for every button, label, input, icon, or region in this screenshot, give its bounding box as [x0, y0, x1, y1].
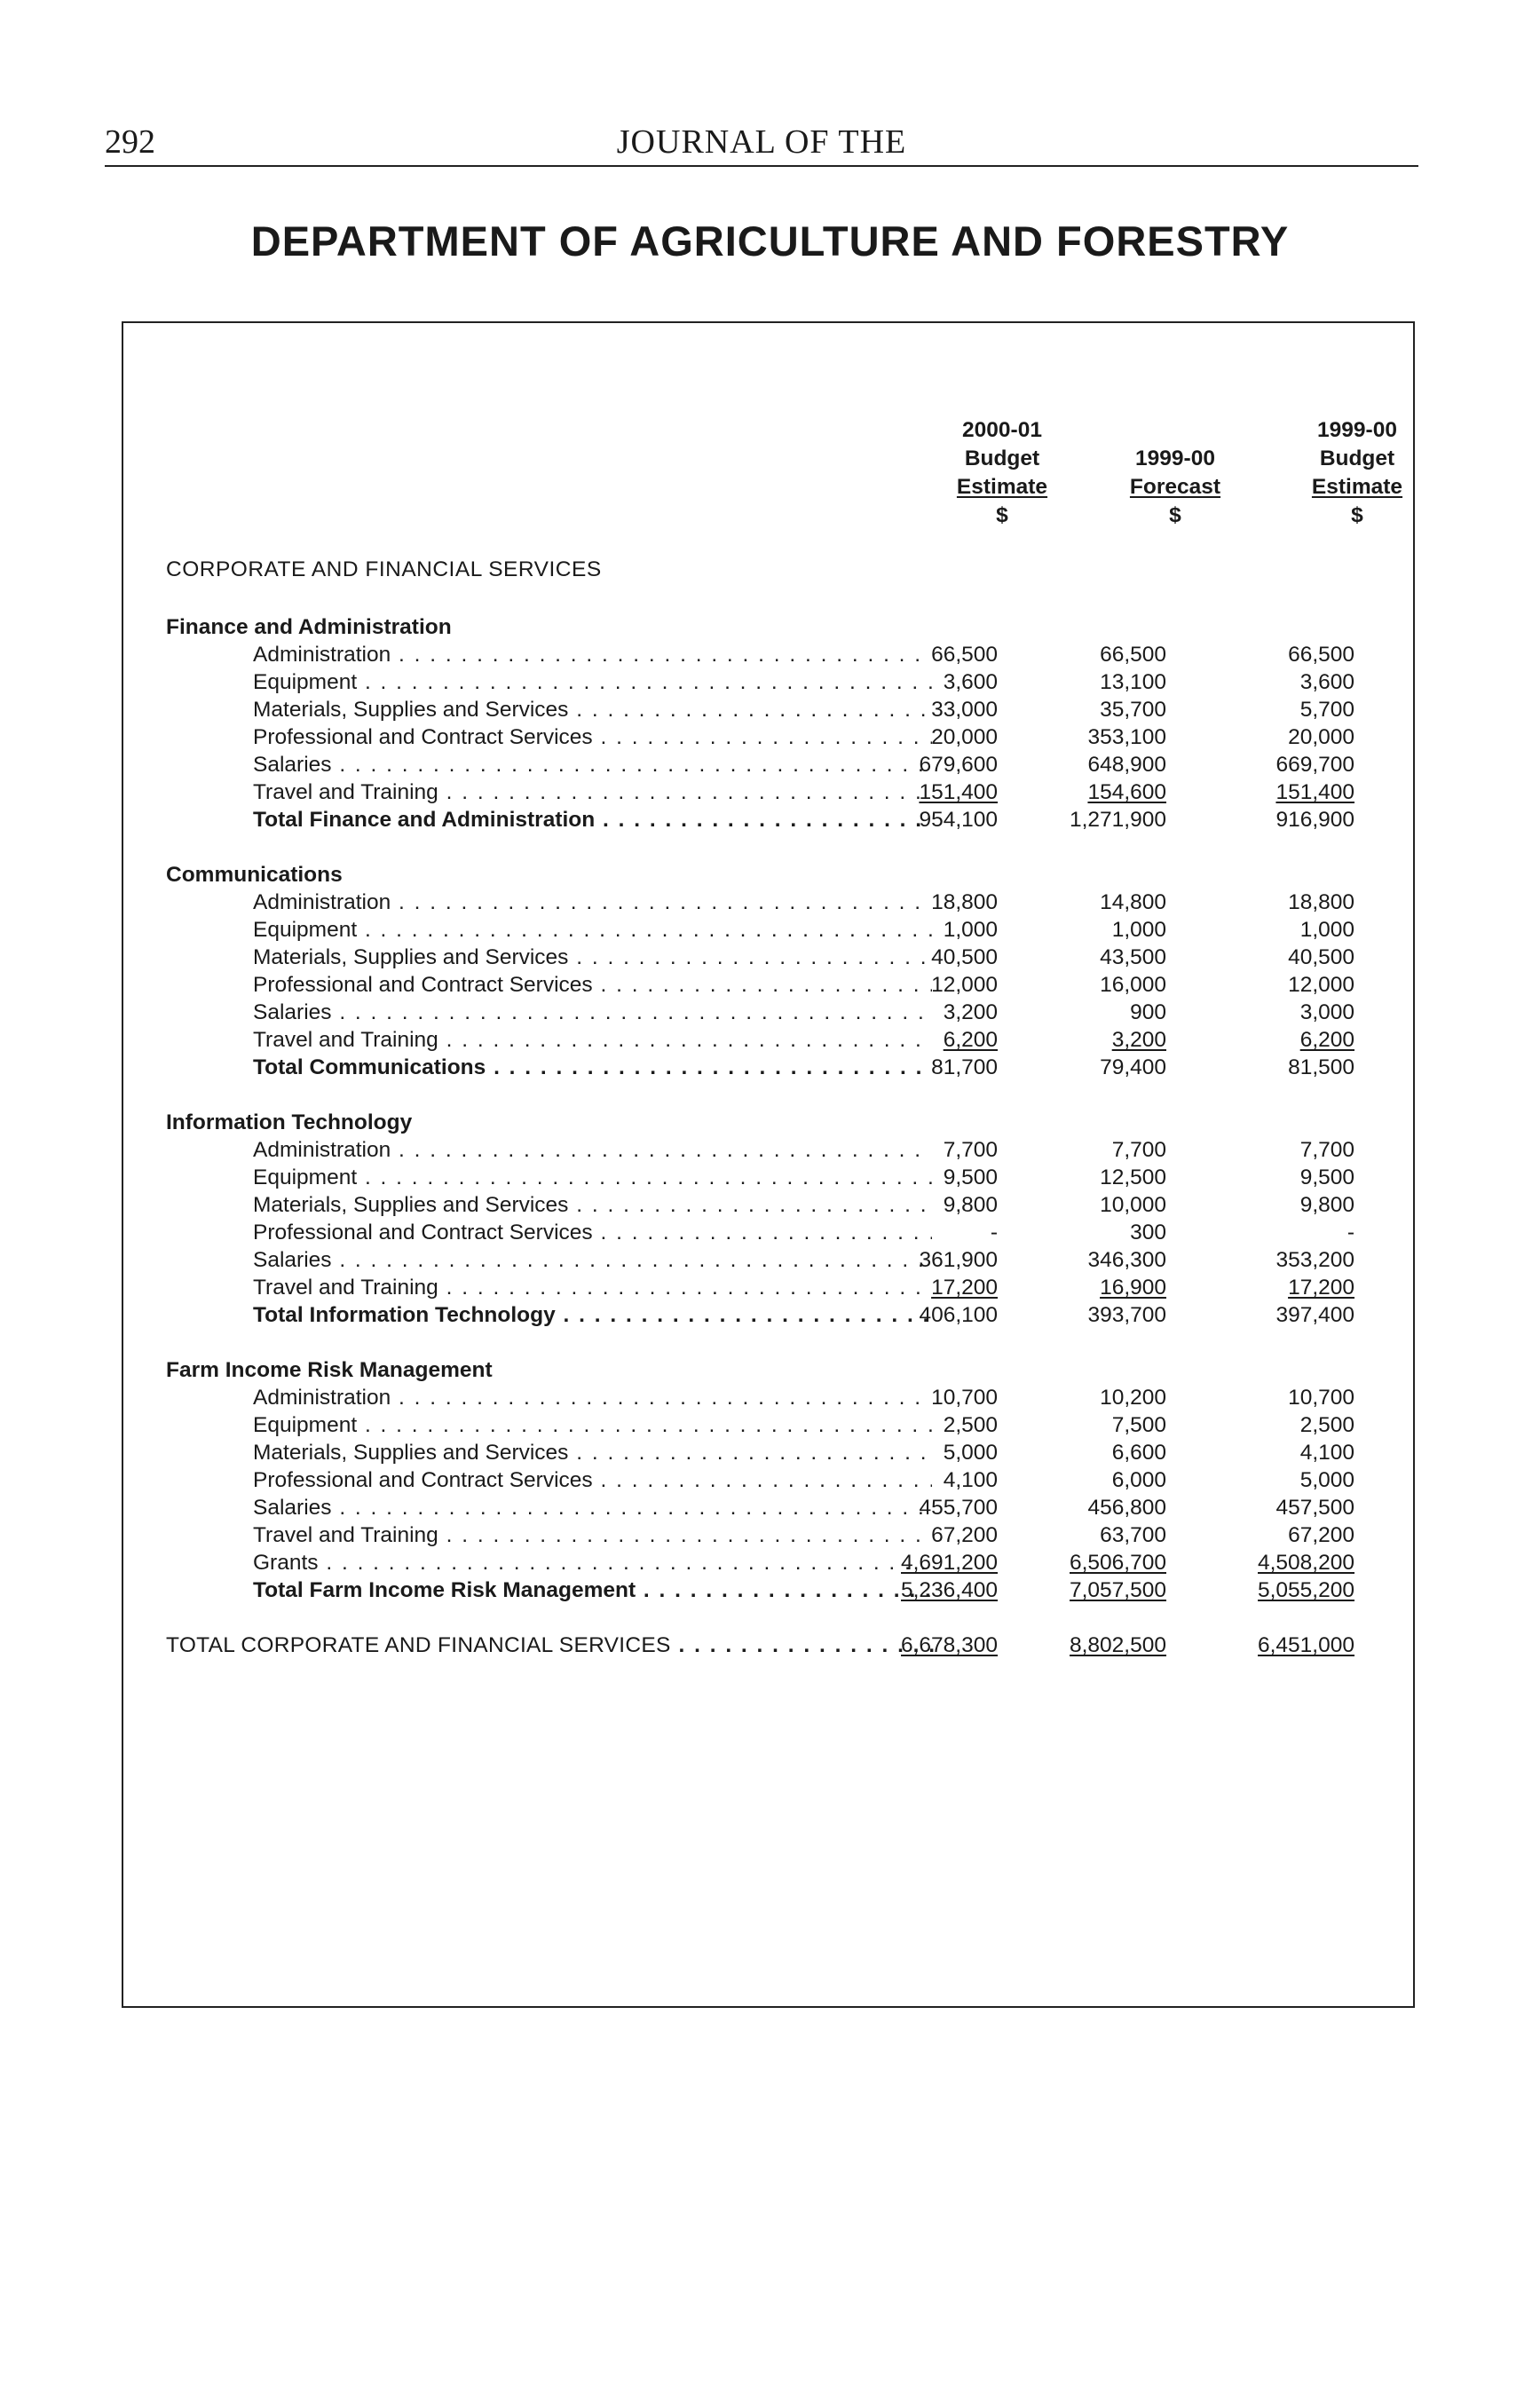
table-row [123, 723, 1413, 751]
table-row [123, 944, 1413, 971]
cell-2000-01-estimate: 40,500 [931, 945, 998, 969]
column-header-line1: 1999-00 [1317, 418, 1397, 442]
cell-1999-00-forecast: 154,600 [1087, 780, 1166, 804]
row-label: Total Communications . . . [253, 1054, 932, 1081]
table-row [123, 1274, 1413, 1301]
cell-1999-00-estimate: 6,200 [1299, 1028, 1354, 1052]
department-title: DEPARTMENT OF AGRICULTURE AND FORESTRY [250, 217, 1290, 265]
cell-1999-00-estimate: 151,400 [1275, 780, 1354, 804]
cell-1999-00-estimate: 12,000 [1288, 973, 1354, 997]
cell-1999-00-forecast: 346,300 [1087, 1248, 1166, 1272]
cell-1999-00-estimate: 916,900 [1275, 808, 1354, 832]
column-header-line3: Estimate [1311, 475, 1403, 499]
cell-2000-01-estimate: 6,200 [943, 1028, 998, 1052]
running-header [105, 115, 1418, 167]
cell-2000-01-estimate: 12,000 [931, 973, 998, 997]
cell-2000-01-estimate: 66,500 [931, 643, 998, 667]
table-row [123, 751, 1413, 778]
cell-2000-01-estimate: 20,000 [931, 725, 998, 749]
cell-1999-00-estimate: 5,055,200 [1258, 1578, 1354, 1602]
budget-table [122, 321, 1415, 2008]
cell-1999-00-estimate: 40,500 [1288, 945, 1354, 969]
cell-2000-01-estimate: - [990, 1221, 998, 1244]
cell-1999-00-estimate: 4,100 [1299, 1441, 1354, 1465]
subtotal-row [123, 1576, 1413, 1604]
cell-2000-01-estimate: 17,200 [931, 1276, 998, 1300]
cell-1999-00-forecast: 648,900 [1087, 753, 1166, 777]
table-row [123, 971, 1413, 999]
table-row [123, 1136, 1413, 1164]
cell-1999-00-estimate: - [1347, 1221, 1354, 1244]
cell-1999-00-forecast: 353,100 [1087, 725, 1166, 749]
cell-1999-00-forecast: 10,000 [1100, 1193, 1166, 1217]
group-title-row [123, 1356, 1413, 1384]
cell-1999-00-forecast: 456,800 [1087, 1496, 1166, 1520]
cell-2000-01-estimate: 151,400 [919, 780, 998, 804]
column-header-line2: Budget [1319, 446, 1395, 470]
cell-1999-00-forecast: 300 [1130, 1221, 1166, 1244]
cell-1999-00-forecast: 12,500 [1100, 1165, 1166, 1189]
cell-1999-00-forecast: 393,700 [1087, 1303, 1166, 1327]
column-header-line1: 2000-01 [962, 418, 1042, 442]
row-label: Materials, Supplies and Services . . . [253, 1439, 932, 1466]
cell-1999-00-estimate: 353,200 [1275, 1248, 1354, 1272]
page-number: 292 [105, 123, 155, 161]
row-label: Materials, Supplies and Services . . . [253, 696, 932, 723]
cell-1999-00-estimate: 669,700 [1275, 753, 1354, 777]
table-row [123, 1411, 1413, 1439]
cell-1999-00-forecast: 6,506,700 [1070, 1551, 1166, 1575]
cell-1999-00-forecast: 13,100 [1100, 670, 1166, 694]
row-label: Professional and Contract Services . . . [253, 723, 932, 751]
row-label: Materials, Supplies and Services . . . [253, 1191, 932, 1219]
cell-1999-00-forecast: 10,200 [1100, 1386, 1166, 1410]
table-row [123, 778, 1413, 806]
column-header-2000-01-budget-estimate [904, 416, 1100, 530]
cell-1999-00-estimate: 4,508,200 [1258, 1551, 1354, 1575]
table-row [123, 1191, 1413, 1219]
group-title-row [123, 613, 1413, 641]
cell-1999-00-forecast: 7,500 [1111, 1413, 1166, 1437]
cell-2000-01-estimate: 7,700 [943, 1138, 998, 1162]
section-title: CORPORATE AND FINANCIAL SERVICES [166, 557, 602, 581]
cell-1999-00-forecast: 1,000 [1111, 918, 1166, 942]
row-label: Administration . . . [253, 889, 932, 916]
column-header-unit: $ [996, 503, 1008, 527]
cell-1999-00-forecast: 35,700 [1100, 698, 1166, 722]
row-label: Total Finance and Administration . . . [253, 806, 932, 834]
cell-2000-01-estimate: 679,600 [919, 753, 998, 777]
cell-2000-01-estimate: 455,700 [919, 1496, 998, 1520]
grand-total-row [123, 1632, 1413, 1659]
cell-2000-01-estimate: 81,700 [931, 1055, 998, 1079]
subtotal-row [123, 806, 1413, 834]
row-label: Materials, Supplies and Services . . . [253, 944, 932, 971]
cell-1999-00-forecast: 6,600 [1111, 1441, 1166, 1465]
cell-1999-00-estimate: 9,500 [1299, 1165, 1354, 1189]
cell-1999-00-estimate: 10,700 [1288, 1386, 1354, 1410]
group-title-row [123, 1109, 1413, 1136]
row-label: Professional and Contract Services . . . [253, 1466, 932, 1494]
cell-2000-01-estimate: 18,800 [931, 890, 998, 914]
cell-1999-00-estimate: 7,700 [1299, 1138, 1354, 1162]
cell-2000-01-estimate: 33,000 [931, 698, 998, 722]
table-row [123, 696, 1413, 723]
cell-1999-00-forecast: 8,802,500 [1070, 1633, 1166, 1657]
table-row [123, 1521, 1413, 1549]
row-label: Travel and Training . . . [253, 1026, 932, 1054]
row-label: Professional and Contract Services . . . [253, 1219, 932, 1246]
section-title-row [123, 556, 1413, 583]
cell-1999-00-forecast: 79,400 [1100, 1055, 1166, 1079]
row-label: Salaries . . . [253, 999, 932, 1026]
table-row [123, 1549, 1413, 1576]
row-label: Salaries . . . [253, 1494, 932, 1521]
cell-1999-00-forecast: 900 [1130, 1000, 1166, 1024]
row-label: Salaries . . . [253, 751, 932, 778]
row-label: Administration . . . [253, 1384, 932, 1411]
table-row [123, 999, 1413, 1026]
row-label: Total Information Technology . . . [253, 1301, 932, 1329]
cell-2000-01-estimate: 1,000 [943, 918, 998, 942]
column-header-line3: Forecast [1129, 475, 1221, 499]
cell-2000-01-estimate: 67,200 [931, 1523, 998, 1547]
cell-2000-01-estimate: 10,700 [931, 1386, 998, 1410]
table-row [123, 916, 1413, 944]
group-title: Farm Income Risk Management [166, 1358, 493, 1382]
cell-1999-00-forecast: 3,200 [1111, 1028, 1166, 1052]
cell-1999-00-estimate: 81,500 [1288, 1055, 1354, 1079]
cell-2000-01-estimate: 5,236,400 [901, 1578, 998, 1602]
group-title: Information Technology [166, 1110, 413, 1134]
cell-2000-01-estimate: 3,200 [943, 1000, 998, 1024]
table-row [123, 1219, 1413, 1246]
table-row [123, 641, 1413, 668]
table-row [123, 1246, 1413, 1274]
cell-1999-00-estimate: 5,000 [1299, 1468, 1354, 1492]
cell-2000-01-estimate: 3,600 [943, 670, 998, 694]
row-label: Travel and Training . . . [253, 1521, 932, 1549]
cell-2000-01-estimate: 954,100 [919, 808, 998, 832]
row-label: Equipment . . . [253, 668, 932, 696]
cell-1999-00-estimate: 66,500 [1288, 643, 1354, 667]
cell-1999-00-forecast: 1,271,900 [1070, 808, 1166, 832]
column-header-line1 [1078, 416, 1273, 445]
cell-2000-01-estimate: 9,800 [943, 1193, 998, 1217]
cell-1999-00-estimate: 3,000 [1299, 1000, 1354, 1024]
cell-1999-00-forecast: 43,500 [1100, 945, 1166, 969]
row-label: Grants . . . [253, 1549, 932, 1576]
table-row [123, 1466, 1413, 1494]
cell-1999-00-estimate: 18,800 [1288, 890, 1354, 914]
cell-2000-01-estimate: 6,678,300 [901, 1633, 998, 1657]
column-header-unit: $ [1169, 503, 1181, 527]
cell-1999-00-forecast: 16,000 [1100, 973, 1166, 997]
table-row [123, 1026, 1413, 1054]
table-row [123, 668, 1413, 696]
table-row [123, 1439, 1413, 1466]
column-header-line2: 1999-00 [1135, 446, 1215, 470]
cell-1999-00-forecast: 66,500 [1100, 643, 1166, 667]
column-header-1999-00-budget-estimate [1260, 416, 1455, 530]
row-label: Equipment . . . [253, 1164, 932, 1191]
row-label: TOTAL CORPORATE AND FINANCIAL SERVICES . . . [166, 1632, 934, 1659]
cell-1999-00-forecast: 14,800 [1100, 890, 1166, 914]
row-label: Administration . . . [253, 641, 932, 668]
row-label: Travel and Training . . . [253, 778, 932, 806]
row-label: Salaries . . . [253, 1246, 932, 1274]
group-title: Communications [166, 863, 343, 887]
cell-1999-00-forecast: 6,000 [1111, 1468, 1166, 1492]
cell-1999-00-estimate: 397,400 [1275, 1303, 1354, 1327]
column-header-line2: Budget [964, 446, 1040, 470]
table-row [123, 1494, 1413, 1521]
row-label: Total Farm Income Risk Management . . . [253, 1576, 932, 1604]
cell-2000-01-estimate: 4,100 [943, 1468, 998, 1492]
cell-1999-00-estimate: 17,200 [1288, 1276, 1354, 1300]
table-row [123, 1384, 1413, 1411]
cell-1999-00-forecast: 16,900 [1100, 1276, 1166, 1300]
cell-2000-01-estimate: 361,900 [919, 1248, 998, 1272]
cell-2000-01-estimate: 5,000 [943, 1441, 998, 1465]
cell-2000-01-estimate: 2,500 [943, 1413, 998, 1437]
cell-1999-00-forecast: 63,700 [1100, 1523, 1166, 1547]
cell-1999-00-forecast: 7,700 [1111, 1138, 1166, 1162]
row-label: Administration . . . [253, 1136, 932, 1164]
cell-1999-00-estimate: 457,500 [1275, 1496, 1354, 1520]
cell-1999-00-estimate: 6,451,000 [1258, 1633, 1354, 1657]
group-title: Finance and Administration [166, 615, 452, 639]
group-title-row [123, 861, 1413, 889]
column-header-line3: Estimate [956, 475, 1048, 499]
cell-1999-00-forecast: 7,057,500 [1070, 1578, 1166, 1602]
row-label: Professional and Contract Services . . . [253, 971, 932, 999]
cell-2000-01-estimate: 4,691,200 [901, 1551, 998, 1575]
cell-1999-00-estimate: 3,600 [1299, 670, 1354, 694]
cell-2000-01-estimate: 406,100 [919, 1303, 998, 1327]
table-row [123, 1164, 1413, 1191]
row-label: Equipment . . . [253, 1411, 932, 1439]
journal-title: JOURNAL OF THE [616, 123, 907, 161]
cell-1999-00-estimate: 1,000 [1299, 918, 1354, 942]
subtotal-row [123, 1301, 1413, 1329]
row-label: Equipment . . . [253, 916, 932, 944]
cell-1999-00-estimate: 20,000 [1288, 725, 1354, 749]
cell-1999-00-estimate: 67,200 [1288, 1523, 1354, 1547]
cell-1999-00-estimate: 5,700 [1299, 698, 1354, 722]
row-label: Travel and Training . . . [253, 1274, 932, 1301]
cell-1999-00-estimate: 9,800 [1299, 1193, 1354, 1217]
column-header-unit: $ [1351, 503, 1363, 527]
cell-1999-00-estimate: 2,500 [1299, 1413, 1354, 1437]
cell-2000-01-estimate: 9,500 [943, 1165, 998, 1189]
column-header-1999-00-forecast [1078, 416, 1273, 530]
table-row [123, 889, 1413, 916]
subtotal-row [123, 1054, 1413, 1081]
